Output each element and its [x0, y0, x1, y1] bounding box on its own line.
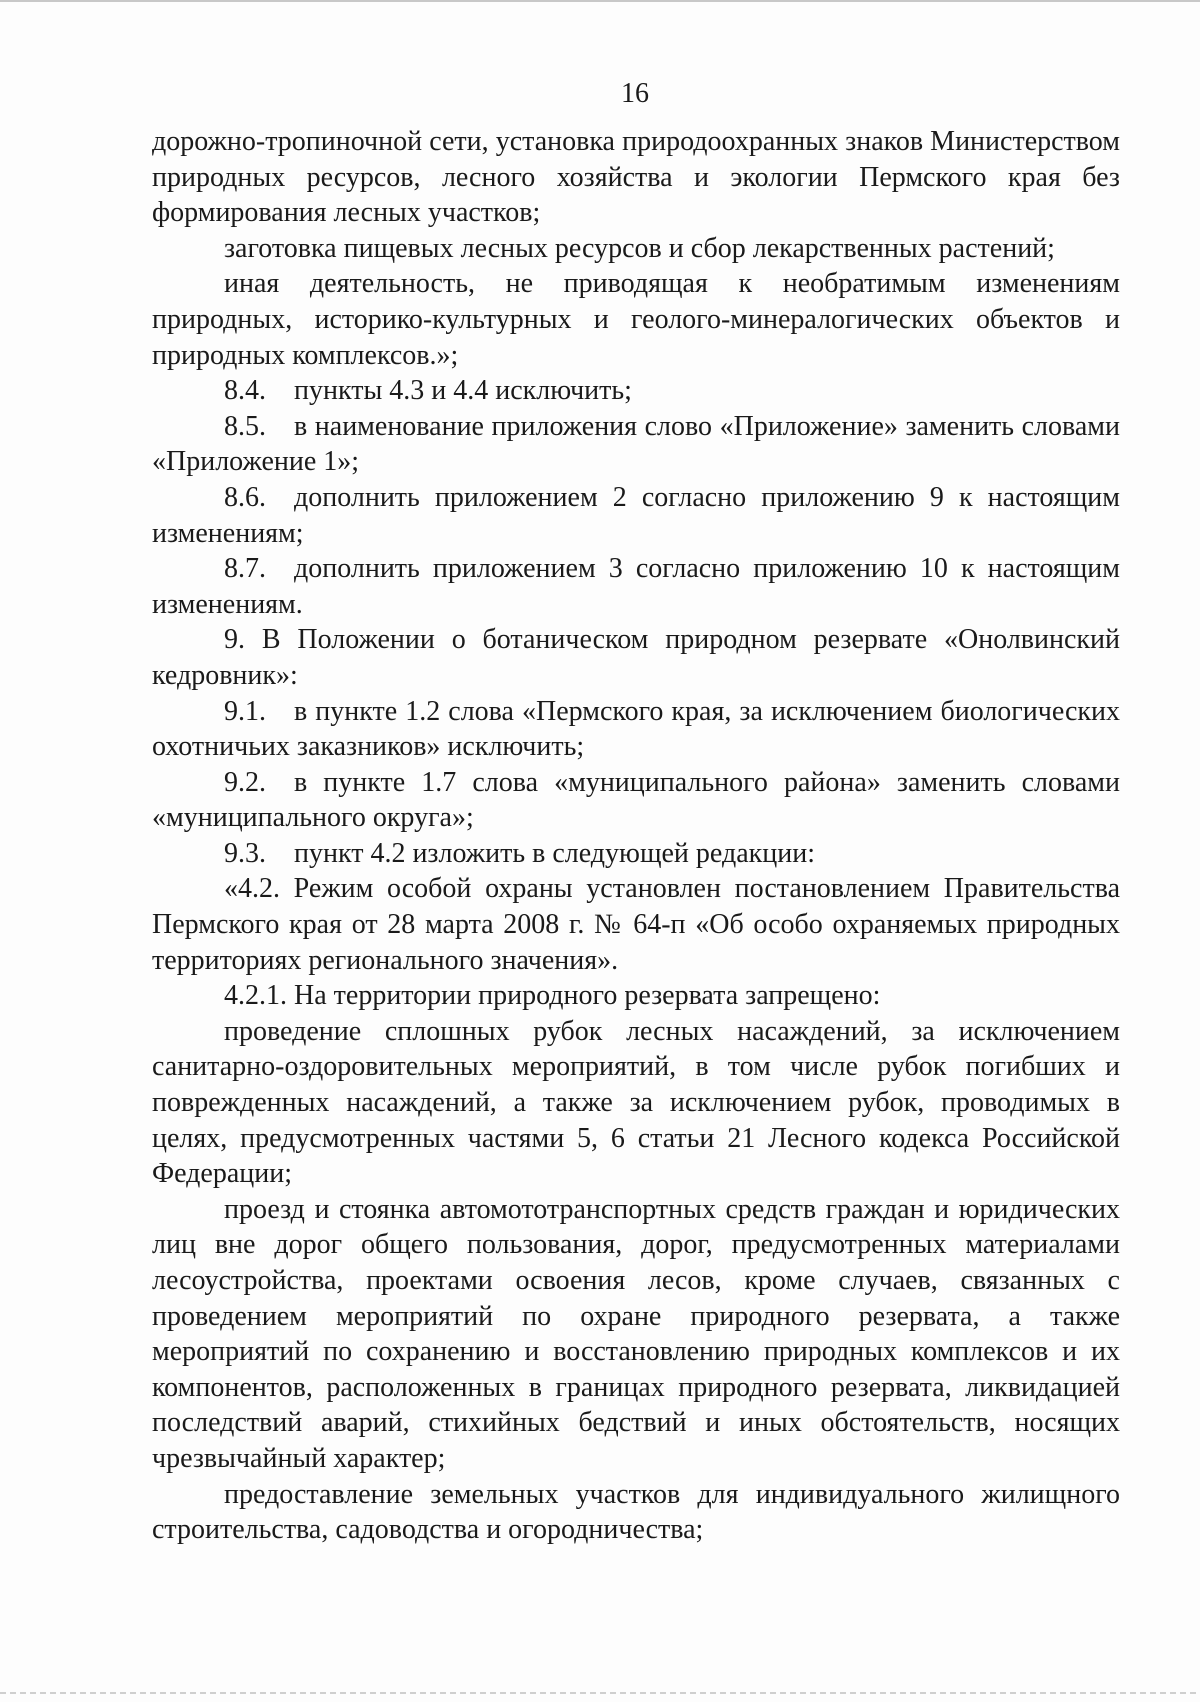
item-number: 9.1. [224, 695, 266, 727]
item-text: в пункте 1.2 слова «Пермского края, за исключением биологических охотничьих заказников» исключить; [152, 695, 1120, 763]
item-text: в наименование приложения слово «Приложение» заменить словами «Приложение 1»; [152, 410, 1120, 478]
item-text: дополнить приложением 2 согласно приложению 9 к настоящим изменениям; [152, 481, 1120, 549]
item-text: пункты 4.3 и 4.4 исключить; [294, 375, 632, 407]
scan-edge-bottom [0, 1692, 1200, 1694]
list-item [152, 551, 1120, 622]
list-item [152, 694, 1120, 765]
item-number: 9.2. [224, 766, 266, 798]
document-body [152, 124, 1120, 1548]
list-item [152, 480, 1120, 551]
list-item [152, 836, 1120, 872]
item-number: 8.7. [224, 553, 266, 585]
item-text: в пункте 1.7 слова «муниципального района» заменить словами «муниципального округа»; [152, 766, 1120, 834]
item-number: 8.6. [224, 481, 266, 513]
scan-edge-top [0, 0, 1200, 2]
item-number: 8.4. [224, 375, 266, 407]
item-text: пункт 4.2 изложить в следующей редакции: [294, 837, 815, 869]
paragraph: проезд и стоянка автомототранспортных средств граждан и юридических лиц вне дорог общего пользования, дорог, предусмотренных материалами лесоустройства, проектами освоения лесов, кроме случаев, связанных с проведением мероприятий по охране природного резервата, а также мероприятий по сохранению и восстановлению природных комплексов и их компонентов, расположенных в границах природного резервата, ликвидацией последствий аварий, стихийных бедствий и иных обстоятельств, носящих чрезвычайный характер; [152, 1193, 1120, 1474]
list-item [152, 765, 1120, 836]
item-number: 9.3. [224, 837, 266, 869]
paragraph: «4.2. Режим особой охраны установлен постановлением Правительства Пермского края от 28 марта 2008 г. № 64-п «Об особо охраняемых природных территориях регионального значения». [152, 873, 1120, 976]
section-heading: 9. В Положении о ботаническом природном резервате «Онолвинский кедровник»: [152, 624, 1120, 691]
paragraph: предоставление земельных участков для индивидуального жилищного строительства, садоводства и огородничества; [152, 1478, 1120, 1546]
item-text: дополнить приложением 3 согласно приложению 10 к настоящим изменениям. [152, 553, 1120, 620]
paragraph: проведение сплошных рубок лесных насаждений, за исключением санитарно-оздоровительных мероприятий, в том числе рубок погибших и поврежденных насаждений, а также за исключением рубок, проводимых в целях, предусмотренных частями 5, 6 статьи 21 Лесного кодекса Российской Федерации; [152, 1015, 1120, 1190]
item-number: 8.5. [224, 410, 266, 442]
list-item [152, 409, 1120, 480]
paragraph: дорожно-тропиночной сети, установка природоохранных знаков Министерством природных ресурсов, лесного хозяйства и экологии Пермского края без формирования лесных участков; [152, 126, 1120, 229]
page-number: 16 [621, 78, 649, 109]
list-item [152, 373, 1120, 409]
paragraph: иная деятельность, не приводящая к необратимым изменениям природных, историко-культурных и геолого-минералогических объектов и природных комплексов.»; [152, 268, 1120, 371]
paragraph: заготовка пищевых лесных ресурсов и сбор лекарственных растений; [224, 232, 1055, 264]
paragraph: 4.2.1. На территории природного резервата запрещено: [224, 980, 881, 1012]
